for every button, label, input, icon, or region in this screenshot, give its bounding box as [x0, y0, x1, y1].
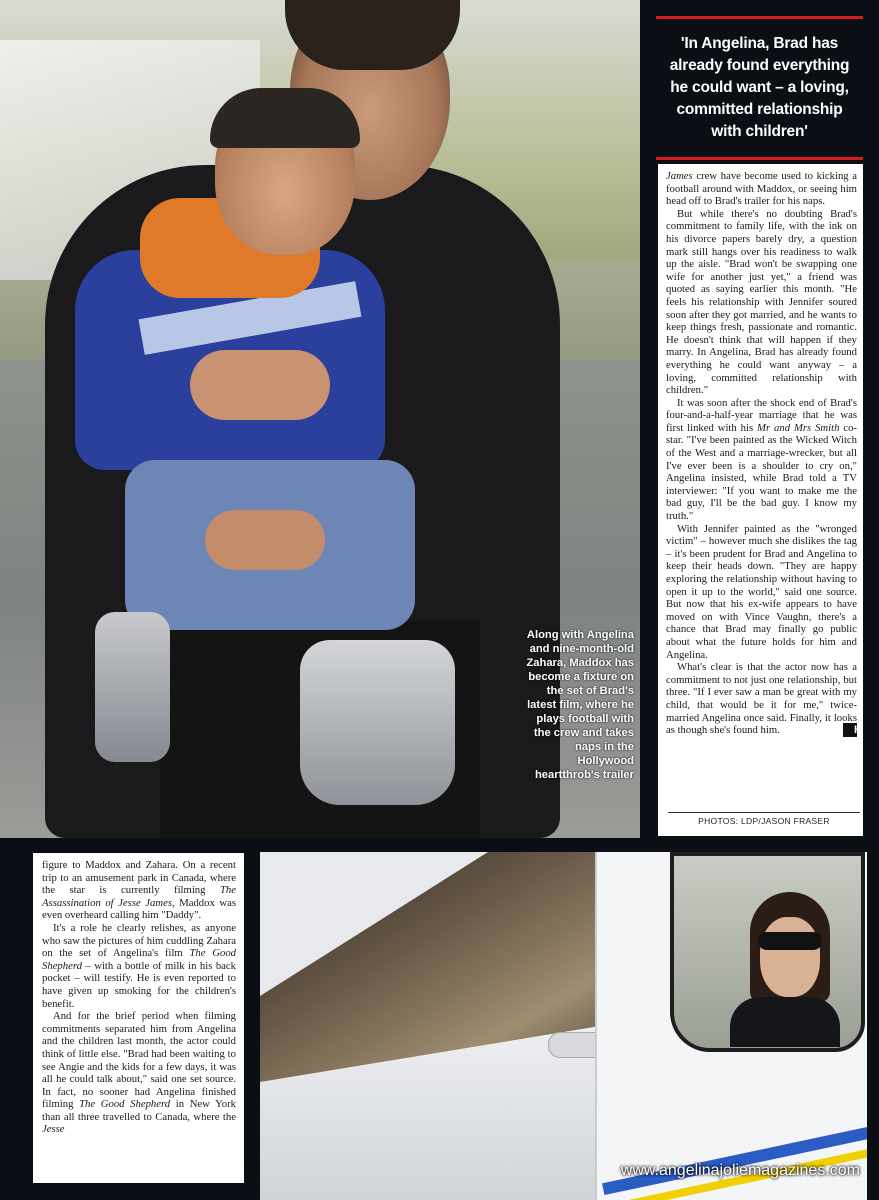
paragraph-text: crew have become used to kicking a football around with Maddox, or seeing him head off to Brad's trailer for his naps. — [666, 170, 857, 208]
paragraph — [666, 170, 857, 208]
paragraph-text: What's clear is that the actor now has a commitment to not just one relationship, but three. "If I ever saw a man be great with my child, that would be it for me," twice-married Angelina once said. Finally, it looks as though she's found him. — [666, 661, 857, 737]
photo-child-shoe-right — [300, 640, 455, 805]
paragraph — [42, 922, 236, 1010]
photo-woman-shirt — [730, 997, 840, 1047]
photo-caption: Along with Angelina and nine-month-old Zahara, Maddox has become a fixture on the set of Brad's latest film, where he plays football with the crew and takes naps in the Hollywood heartthrob's trailer — [526, 629, 634, 781]
paragraph — [666, 397, 857, 523]
paragraph-text: co-star. "I've been painted as the Wicked Witch of the West and a marriage-wrecker, but all I've ever been is a shoulder to cry on," Angelina insisted, while Brad told a TV interviewer: "If you want to make me the bad guy, I'll be the bad guy. I know my truth." — [666, 421, 857, 523]
paragraph — [42, 1010, 236, 1136]
paragraph-text: in New York than all three travelled to Canada, where the — [42, 1098, 237, 1123]
paragraph — [666, 661, 862, 737]
photo-sunglasses — [758, 932, 822, 950]
photo-man-hair — [285, 0, 460, 70]
photo-hand-upper — [190, 350, 330, 420]
paragraph-text: figure to Maddox and Zahara. On a recent trip to an amusement park in Canada, where the star is currently filming — [42, 859, 236, 897]
photo-angelina-plane — [260, 852, 867, 1200]
photo-woman-face — [760, 917, 820, 997]
italic-title: Mr and Mrs Smith — [757, 421, 840, 434]
italic-title: James — [666, 170, 693, 182]
photo-child-hair — [210, 88, 360, 148]
paragraph — [42, 859, 236, 922]
photo-credit-divider — [668, 812, 860, 813]
photo-hand-lower — [205, 510, 325, 570]
paragraph-text: – with a bottle of milk in his back pocket – will testify. He is even reported to have given up smoking for the children's benefit. — [42, 959, 236, 1010]
italic-title: The Assassination of Jesse James, — [42, 884, 236, 909]
pull-quote: 'In Angelina, Brad has already found everything he could want – a loving, committed relationship with children' — [669, 35, 850, 140]
paragraph-text: It was soon after the shock end of Brad's four-and-a-half-year marriage that he was first linked with his — [666, 396, 857, 434]
italic-title: Jesse — [42, 1123, 65, 1136]
watermark-url: www.angelinajoliemagazines.com — [620, 1162, 860, 1179]
paragraph-text: And for the brief period when filming commitments separated him from Angelina and the children last month, the actor could think of little else. "Brad had been waiting to see Angie and the kids for a few days, it was all he could talk about," said one set source. In fact, no sooner had Angelina finished filming — [42, 1010, 236, 1111]
pull-quote-box — [656, 16, 863, 160]
photo-child-shoe-left — [95, 612, 170, 762]
article-column-right — [658, 164, 863, 836]
paragraph: But while there's no doubting Brad's commitment to family life, with the ink on his divorce papers barely dry, a question mark still hangs over his readiness to walk up the aisle. "Brad won't be swapping one wife for another just yet," a friend was quoted as saying earlier this month. "He feels his relationship with Jennifer soured soon after they got married, and he wants to keep things fresh, passionate and romantic. He doesn't think that will happen if they marry. In Angelina, Brad has already found everything he could want anyway – a loving, committed relationship with children." — [666, 207, 857, 397]
italic-title: The Good Shepherd — [42, 947, 237, 972]
end-mark-icon: H — [843, 723, 857, 737]
paragraph: With Jennifer painted as the "wronged victim" – however much she dislikes the tag – it's been prudent for Brad and Angelina to keep their heads down. "They are happy exploring the relationship without having to open it up to the world," said one source. But now that his ex-wife appears to have moved on with Vince Vaughn, there's a chance that Brad may finally go public about what the future holds for him and Angelina. — [666, 522, 857, 661]
paragraph-text: It's a role he clearly relishes, as anyone who saw the pictures of him cuddling Zahara on the set of Angelina's film — [42, 921, 236, 960]
paragraph-text: Maddox was even overheard calling him "Daddy". — [42, 896, 236, 922]
photo-credit: PHOTOS: LDP/JASON FRASER — [698, 816, 830, 826]
italic-title: The Good Shepherd — [79, 1098, 171, 1111]
article-column-left — [33, 853, 244, 1183]
